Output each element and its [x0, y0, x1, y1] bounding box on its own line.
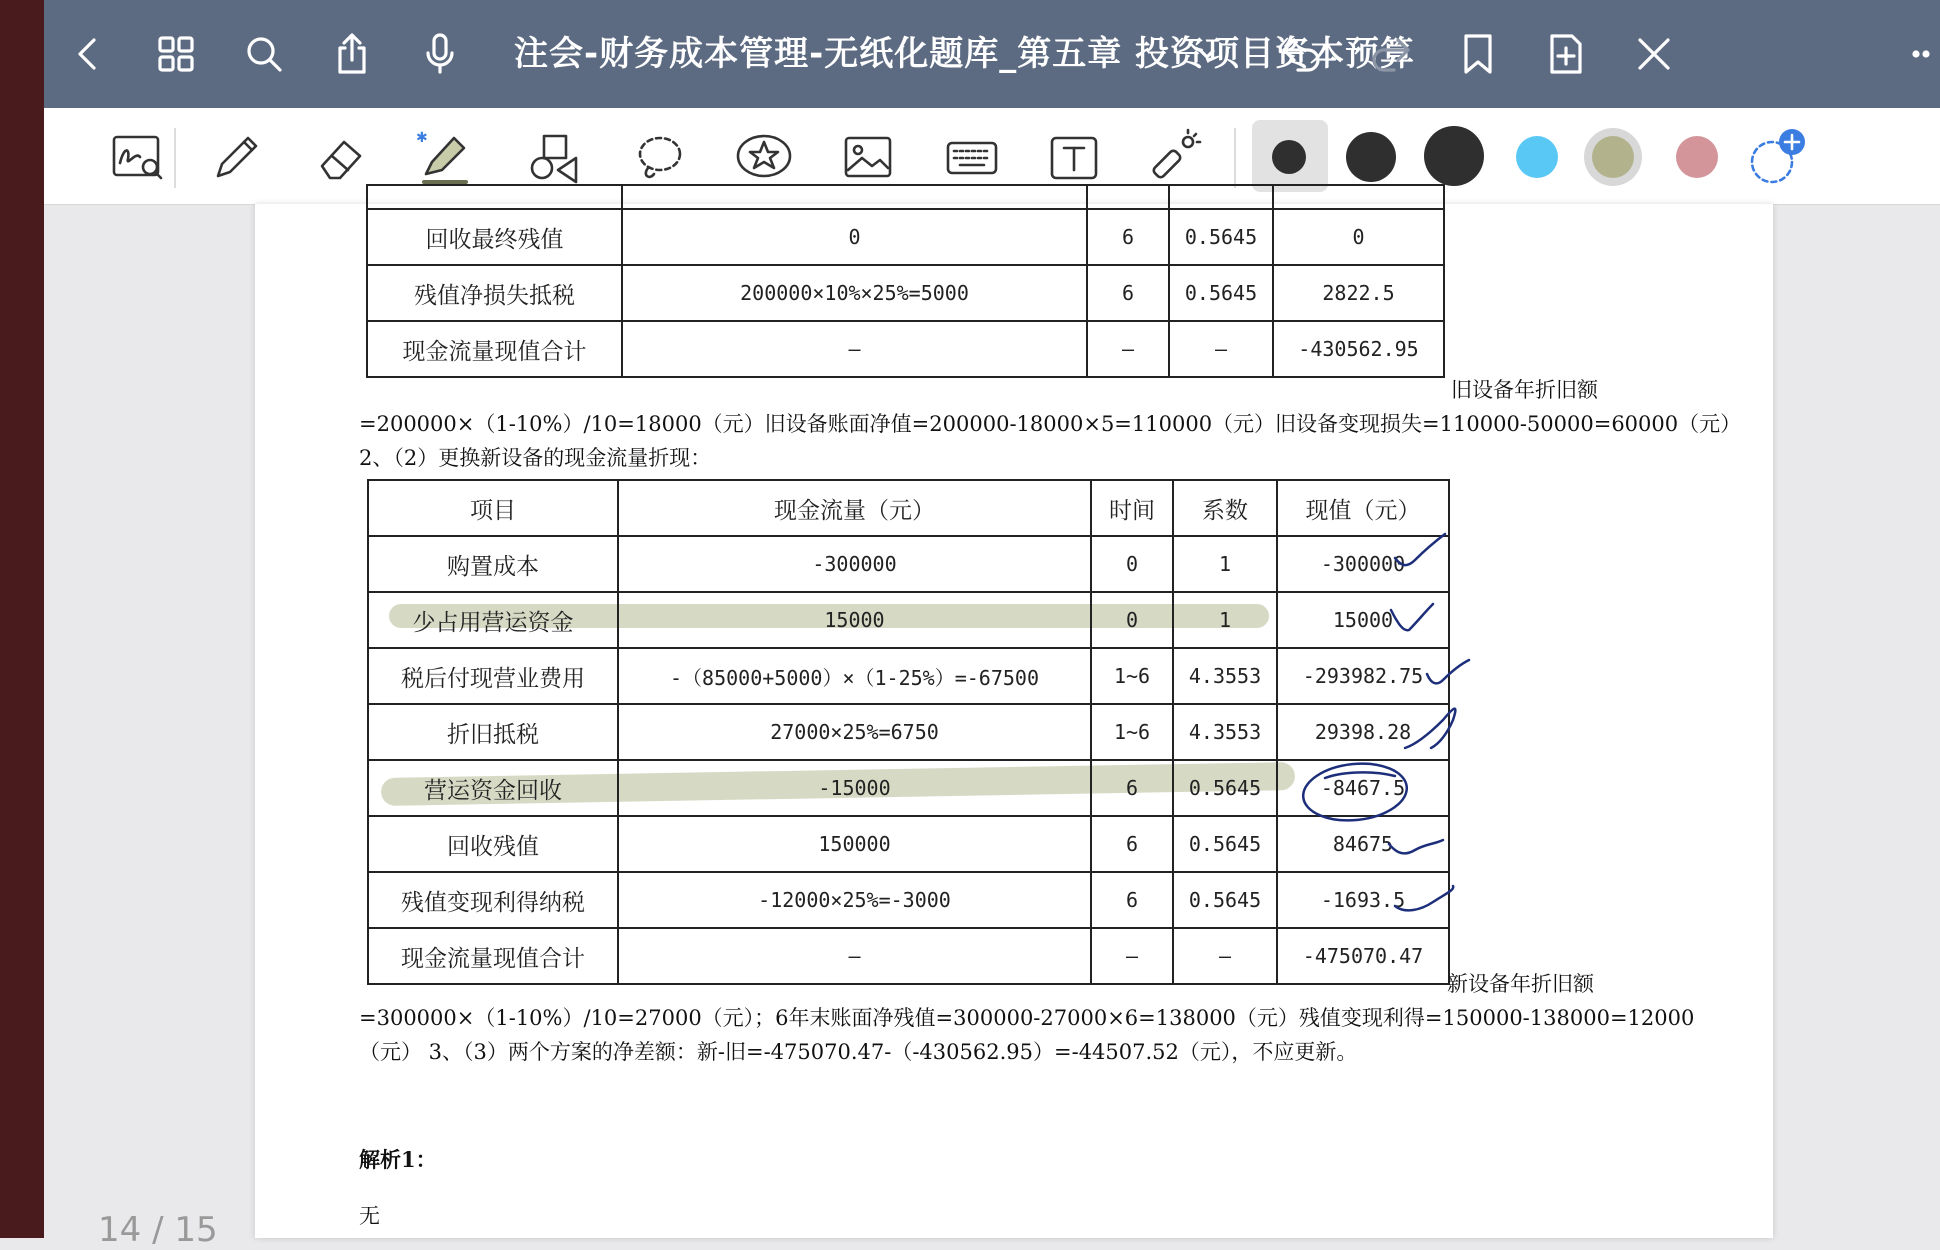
cell-pv: -475070.47: [1277, 928, 1449, 984]
laser-pointer-icon[interactable]: [1142, 126, 1206, 190]
keyboard-icon[interactable]: [940, 126, 1004, 190]
table-row: [367, 265, 1444, 321]
table-row: [368, 928, 1449, 984]
section-heading-2: 2、（2）更换新设备的现金流量折现：: [359, 446, 712, 470]
cell-flow: 15000: [618, 592, 1091, 648]
cell-pv: -430562.95: [1273, 321, 1444, 377]
cell-name: 营运资金回收: [368, 760, 618, 816]
add-color-icon[interactable]: [1744, 122, 1814, 192]
lasso-zoom-icon[interactable]: [106, 126, 170, 190]
cell-name: 现金流量现值合计: [367, 321, 622, 377]
old-depreciation-label: 旧设备年折旧额: [1451, 378, 1598, 402]
highlighter-icon[interactable]: [412, 126, 476, 190]
cell-pv: 2822.5: [1273, 265, 1444, 321]
svg-text:✱: ✱: [416, 130, 428, 146]
cell-coef: —: [1169, 321, 1273, 377]
old-depreciation-formula: =200000×（1-10%）/10=18000（元）旧设备账面净值=200000-18000×5=110000（元）旧设备变现损失=110000-50000=60000（元）: [359, 412, 1742, 436]
header-time: 时间: [1091, 480, 1173, 536]
table-row: [368, 872, 1449, 928]
cell-name: 残值净损失抵税: [367, 265, 622, 321]
cell-pv: 29398.28: [1277, 704, 1449, 760]
bookmark-icon[interactable]: [1454, 30, 1502, 78]
search-icon[interactable]: [240, 30, 288, 78]
cell-coef: 0.5645: [1169, 265, 1273, 321]
header-pv: 现值（元）: [1277, 480, 1449, 536]
chevron-down-icon[interactable]: [1192, 30, 1222, 78]
cell-coef: 4.3553: [1173, 648, 1277, 704]
cell-coef: 1: [1173, 592, 1277, 648]
toolbar-divider: [1234, 128, 1236, 188]
cell-flow: 200000×10%×25%=5000: [622, 265, 1087, 321]
cell-pv: -1693.5: [1277, 872, 1449, 928]
analysis-body: 无: [359, 1204, 380, 1228]
cell-time: 0: [1091, 536, 1173, 592]
table-row: [368, 536, 1449, 592]
new-depreciation-label: 新设备年折旧额: [1447, 972, 1594, 996]
old-equipment-table: [366, 184, 1445, 378]
add-page-icon[interactable]: [1542, 30, 1590, 78]
toolbar-divider: [174, 128, 176, 188]
shapes-icon[interactable]: [522, 126, 586, 190]
cell-name: 税后付现营业费用: [368, 648, 618, 704]
conclusion-line: （元） 3、（3）两个方案的净差额：新-旧=-475070.47-（-430562.95）=-44507.52（元），不应更新。: [359, 1040, 1358, 1064]
cell-time: 6: [1091, 760, 1173, 816]
microphone-icon[interactable]: [416, 30, 464, 78]
cell-time: —: [1091, 928, 1173, 984]
cell-coef: 4.3553: [1173, 704, 1277, 760]
stroke-size-small[interactable]: [1272, 140, 1306, 174]
page-indicator: 14 / 15: [98, 1210, 218, 1250]
new-equipment-table: [367, 479, 1450, 985]
table-row: [367, 321, 1444, 377]
top-bar: [44, 0, 1940, 108]
cell-flow: —: [618, 928, 1091, 984]
cell-time: 6: [1087, 209, 1169, 265]
analysis-heading: 解析1：: [359, 1147, 437, 1172]
background-strip: [0, 0, 44, 1238]
cell-flow: -300000: [618, 536, 1091, 592]
document-page[interactable]: [255, 204, 1773, 1238]
cell-name: 购置成本: [368, 536, 618, 592]
undo-icon[interactable]: [1278, 30, 1326, 78]
cell-coef: 0.5645: [1173, 816, 1277, 872]
new-depreciation-formula: =300000×（1-10%）/10=27000（元）；6年末账面净残值=300000-27000×6=138000（元）残值变现利得=150000-138000=12000: [359, 1006, 1695, 1030]
cell-time: 0: [1091, 592, 1173, 648]
cell-coef: 0.5645: [1173, 760, 1277, 816]
cell-flow: —: [622, 321, 1087, 377]
cell-name: 现金流量现值合计: [368, 928, 618, 984]
image-icon[interactable]: [836, 126, 900, 190]
cell-flow: -12000×25%=-3000: [618, 872, 1091, 928]
cell-time: 6: [1091, 816, 1173, 872]
cell-pv: -300000: [1277, 536, 1449, 592]
color-swatch-blue[interactable]: [1516, 136, 1558, 178]
cell-name: 回收最终残值: [367, 209, 622, 265]
cell-time: 1~6: [1091, 704, 1173, 760]
stroke-size-large[interactable]: [1424, 126, 1484, 186]
table-header-row: [368, 480, 1449, 536]
close-icon[interactable]: [1630, 30, 1678, 78]
cell-pv: -8467.5: [1277, 760, 1449, 816]
cell-pv: 0: [1273, 209, 1444, 265]
cell-coef: 0.5645: [1169, 209, 1273, 265]
cell-pv: 84675: [1277, 816, 1449, 872]
cell-time: 1~6: [1091, 648, 1173, 704]
cell-name: 折旧抵税: [368, 704, 618, 760]
cell-flow: -（85000+5000）×（1-25%）=-67500: [618, 648, 1091, 704]
cell-flow: 0: [622, 209, 1087, 265]
sticker-icon[interactable]: [732, 126, 796, 190]
document-title[interactable]: 注会-财务成本管理-无纸化题库_第五章 投资项目资本预算: [514, 34, 1416, 74]
back-icon[interactable]: [64, 30, 112, 78]
cell-name: 回收残值: [368, 816, 618, 872]
stroke-size-medium[interactable]: [1346, 132, 1396, 182]
table-row: [368, 760, 1449, 816]
cell-time: 6: [1087, 265, 1169, 321]
table-row: [368, 648, 1449, 704]
header-flow: 现金流量（元）: [618, 480, 1091, 536]
cell-coef: —: [1173, 928, 1277, 984]
cell-flow: 150000: [618, 816, 1091, 872]
cell-coef: 1: [1173, 536, 1277, 592]
share-icon[interactable]: [328, 30, 376, 78]
color-swatch-olive[interactable]: [1592, 136, 1634, 178]
redo-icon: [1366, 30, 1414, 78]
cell-time: 6: [1091, 872, 1173, 928]
grid-icon[interactable]: [152, 30, 200, 78]
cell-name: 少占用营运资金: [368, 592, 618, 648]
color-swatch-pink[interactable]: [1676, 136, 1718, 178]
table-row: [368, 816, 1449, 872]
cell-pv: 15000: [1277, 592, 1449, 648]
lasso-icon[interactable]: [628, 126, 692, 190]
pen-icon[interactable]: [204, 126, 268, 190]
cell-name: 残值变现利得纳税: [368, 872, 618, 928]
cell-time: —: [1087, 321, 1169, 377]
cell-flow: -15000: [618, 760, 1091, 816]
table-row: [368, 592, 1449, 648]
cell-coef: 0.5645: [1173, 872, 1277, 928]
more-icon[interactable]: [1910, 30, 1940, 78]
cell-pv: -293982.75: [1277, 648, 1449, 704]
text-icon[interactable]: [1042, 126, 1106, 190]
header-name: 项目: [368, 480, 618, 536]
header-coef: 系数: [1173, 480, 1277, 536]
eraser-icon[interactable]: [310, 126, 374, 190]
table-row: [368, 704, 1449, 760]
cell-flow: 27000×25%=6750: [618, 704, 1091, 760]
table-row: [367, 209, 1444, 265]
